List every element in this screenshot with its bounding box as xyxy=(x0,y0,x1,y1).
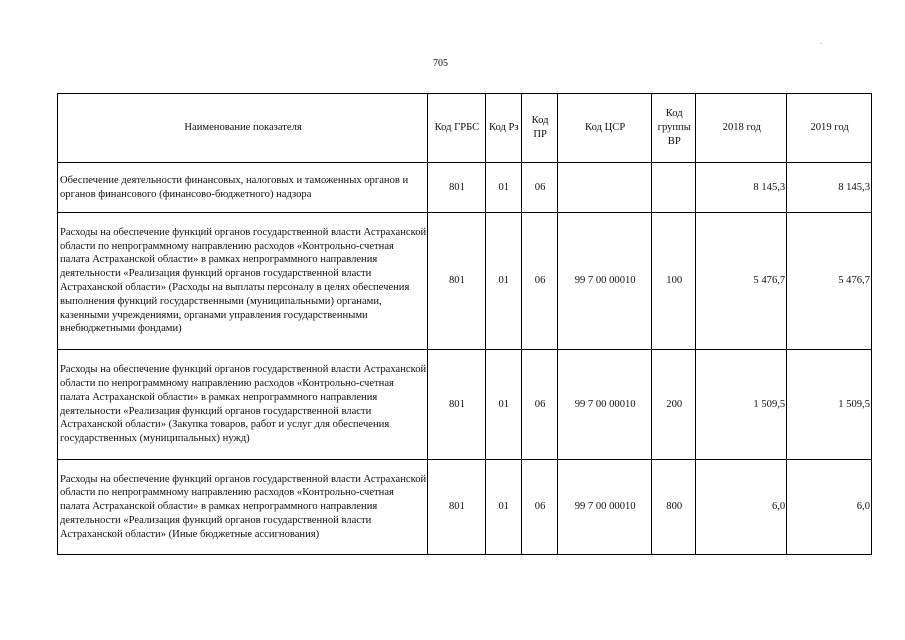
row-csr: 99 7 00 00010 xyxy=(558,213,652,350)
row-name: Расходы на обеспечение функций органов государственной власти Астраханской области по непрограммному направлению расходов «Контрольно-счетная палата Астраханской области» в рамках непрограммного направления деятельности «Реализация функций органов государственной власти Астраханской области» (Иные бюджетные ассигнования) xyxy=(58,460,428,555)
row-csr: 99 7 00 00010 xyxy=(558,350,652,460)
row-pr: 06 xyxy=(521,213,557,350)
table-row xyxy=(58,350,872,460)
row-pr: 06 xyxy=(521,350,557,460)
row-2018: 8 145,3 xyxy=(696,163,787,213)
row-2018: 6,0 xyxy=(696,460,787,555)
scan-speck xyxy=(820,43,822,44)
page-number: 705 xyxy=(433,58,448,69)
header-csr: Код ЦСР xyxy=(558,94,652,163)
row-2019: 1 509,5 xyxy=(787,350,872,460)
row-2019: 6,0 xyxy=(787,460,872,555)
row-csr xyxy=(558,163,652,213)
row-vr: 100 xyxy=(652,213,696,350)
header-vr: Код группы ВР xyxy=(652,94,696,163)
row-pr: 06 xyxy=(521,163,557,213)
row-grbs: 801 xyxy=(428,163,485,213)
table-row xyxy=(58,163,872,213)
table-row xyxy=(58,213,872,350)
header-rz: Код Рз xyxy=(485,94,521,163)
row-2018: 5 476,7 xyxy=(696,213,787,350)
row-rz: 01 xyxy=(485,460,521,555)
row-name: Расходы на обеспечение функций органов государственной власти Астраханской области по непрограммному направлению расходов «Контрольно-счетная палата Астраханской области» в рамках непрограммного направления деятельности «Реализация функций органов государственной власти Астраханской области» (Расходы на выплаты персоналу в целях обеспечения выполнения функций государственными (муниципальными) органами, казенными учреждениями, органами управления государственными внебюджетными фондами) xyxy=(58,213,428,350)
row-csr: 99 7 00 00010 xyxy=(558,460,652,555)
budget-table xyxy=(57,93,872,555)
row-grbs: 801 xyxy=(428,460,485,555)
row-vr xyxy=(652,163,696,213)
table-row xyxy=(58,460,872,555)
row-grbs: 801 xyxy=(428,350,485,460)
row-2018: 1 509,5 xyxy=(696,350,787,460)
row-rz: 01 xyxy=(485,350,521,460)
row-2019: 5 476,7 xyxy=(787,213,872,350)
row-vr: 800 xyxy=(652,460,696,555)
row-grbs: 801 xyxy=(428,213,485,350)
header-name: Наименование показателя xyxy=(58,94,428,163)
row-rz: 01 xyxy=(485,163,521,213)
header-pr: Код ПР xyxy=(521,94,557,163)
row-name: Расходы на обеспечение функций органов государственной власти Астраханской области по непрограммному направлению расходов «Контрольно-счетная палата Астраханской области» в рамках непрограммного направления деятельности «Реализация функций органов государственной власти Астраханской области» (Закупка товаров, работ и услуг для обеспечения государственных (муниципальных) нужд) xyxy=(58,350,428,460)
header-2018: 2018 год xyxy=(696,94,787,163)
row-rz: 01 xyxy=(485,213,521,350)
table-header-row xyxy=(58,94,872,163)
header-2019: 2019 год xyxy=(787,94,872,163)
row-2019: 8 145,3 xyxy=(787,163,872,213)
row-name: Обеспечение деятельности финансовых, налоговых и таможенных органов и органов финансового (финансово-бюджетного) надзора xyxy=(58,163,428,213)
row-vr: 200 xyxy=(652,350,696,460)
row-pr: 06 xyxy=(521,460,557,555)
header-grbs: Код ГРБС xyxy=(428,94,485,163)
